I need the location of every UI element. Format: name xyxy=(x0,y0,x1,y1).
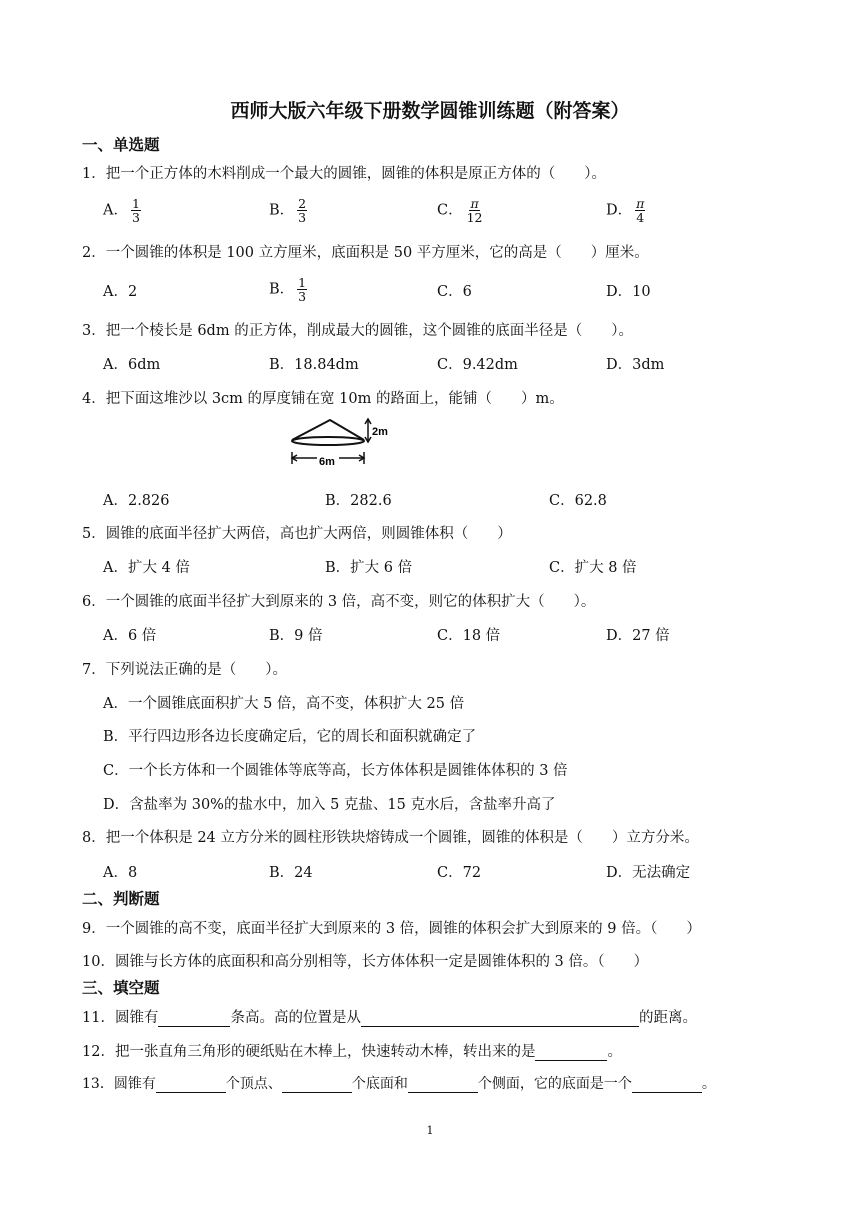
q7-option-b: B．平行四边形各边长度确定后，它的周长和面积就确定了 xyxy=(103,729,477,745)
q6-option-b: B．9 倍 xyxy=(269,628,323,644)
question-1-text: 1．把一个正方体的木料削成一个最大的圆锥，圆锥的体积是原正方体的（ ）。 xyxy=(82,166,606,182)
q1-option-b-fraction: $\frac{2}{3}$ xyxy=(298,196,307,225)
q2-option-b: B． $\frac{1}{3}$ xyxy=(269,275,307,304)
q2-option-a: A．2 xyxy=(103,284,138,300)
q8-option-b: B．24 xyxy=(269,865,313,881)
q5-option-c: C．扩大 8 倍 xyxy=(549,560,637,576)
q1-option-d-fraction: $\frac{\pi}{4}$ xyxy=(636,196,645,225)
q4-option-c: C．62.8 xyxy=(549,493,607,509)
q8-option-c: C．72 xyxy=(437,865,482,881)
q1-option-c: C． $\frac{\pi}{12}$ xyxy=(437,196,483,225)
question-13: 13．圆锥有 个顶点、 个底面和 个侧面，它的底面是一个 。 xyxy=(82,1076,716,1092)
section-heading-true-false: 二、判断题 xyxy=(82,890,160,908)
q11-blank-2[interactable] xyxy=(361,1010,639,1027)
q6-option-c: C．18 倍 xyxy=(437,628,501,644)
q8-option-a: A．8 xyxy=(103,865,138,881)
page-number: 1 xyxy=(426,1124,434,1137)
q13-blank-2[interactable] xyxy=(282,1076,352,1093)
section-heading-single-choice: 一、单选题 xyxy=(82,136,160,154)
question-8-text: 8．把一个体积是 24 立方分米的圆柱形铁块熔铸成一个圆锥，圆锥的体积是（ ）立方分米。 xyxy=(82,830,699,846)
q4-option-b: B．282.6 xyxy=(325,493,392,509)
section-heading-fill-in: 三、填空题 xyxy=(82,979,160,997)
question-12: 12．把一张直角三角形的硬纸贴在木棒上，快速转动木棒，转出来的是 。 xyxy=(82,1044,622,1060)
q5-option-a: A．扩大 4 倍 xyxy=(103,560,190,576)
q4-option-a: A．2.826 xyxy=(103,493,170,509)
q1-option-a: A． $\frac{1}{3}$ xyxy=(103,196,140,225)
q2-option-b-fraction: $\frac{1}{3}$ xyxy=(298,275,307,304)
q2-option-c: C．6 xyxy=(437,284,472,300)
cone-sand-pile-figure xyxy=(286,414,396,470)
q6-option-a: A．6 倍 xyxy=(103,628,157,644)
question-10-text: 10．圆锥与长方体的底面积和高分别相等，长方体体积一定是圆锥体积的 3 倍。（ ） xyxy=(82,954,649,970)
question-4-text: 4．把下面这堆沙以 3cm 的厚度铺在宽 10m 的路面上，能铺（ ）m。 xyxy=(82,391,564,407)
q1-option-d: D． $\frac{\pi}{4}$ xyxy=(606,196,645,225)
q12-blank-1[interactable] xyxy=(535,1044,607,1061)
q7-option-d: D．含盐率为 30%的盐水中，加入 5 克盐、15 克水后，含盐率升高了 xyxy=(103,797,556,813)
q13-blank-1[interactable] xyxy=(156,1076,226,1093)
question-7-text: 7．下列说法正确的是（ ）。 xyxy=(82,662,287,678)
cone-height-label: 2m xyxy=(372,426,388,438)
q3-option-b: B．18.84dm xyxy=(269,357,359,373)
q7-option-a: A．一个圆锥底面积扩大 5 倍，高不变，体积扩大 25 倍 xyxy=(103,696,465,712)
question-9-text: 9．一个圆锥的高不变，底面半径扩大到原来的 3 倍，圆锥的体积会扩大到原来的 9 倍。（ ） xyxy=(82,921,701,937)
q13-blank-4[interactable] xyxy=(632,1076,702,1093)
question-6-text: 6．一个圆锥的底面半径扩大到原来的 3 倍，高不变，则它的体积扩大（ ）。 xyxy=(82,594,596,610)
q5-option-b: B．扩大 6 倍 xyxy=(325,560,413,576)
q3-option-c: C．9.42dm xyxy=(437,357,518,373)
question-2-text: 2．一个圆锥的体积是 100 立方厘米，底面积是 50 平方厘米，它的高是（ ）厘米。 xyxy=(82,245,649,261)
question-3-text: 3．把一个棱长是 6dm 的正方体，削成最大的圆锥，这个圆锥的底面半径是（ ）。 xyxy=(82,323,633,339)
q3-option-d: D．3dm xyxy=(606,357,665,373)
q13-blank-3[interactable] xyxy=(408,1076,478,1093)
q11-blank-1[interactable] xyxy=(158,1010,230,1027)
cone-diameter-label: 6m xyxy=(319,456,335,468)
q2-option-d: D．10 xyxy=(606,284,651,300)
q3-option-a: A．6dm xyxy=(103,357,161,373)
q6-option-d: D．27 倍 xyxy=(606,628,670,644)
page-title: 西师大版六年级下册数学圆锥训练题（附答案） xyxy=(230,100,630,122)
q1-option-c-fraction: $\frac{\pi}{12}$ xyxy=(466,196,483,225)
question-5-text: 5．圆锥的底面半径扩大两倍，高也扩大两倍，则圆锥体积（ ） xyxy=(82,526,512,542)
q1-option-b: B． $\frac{2}{3}$ xyxy=(269,196,307,225)
q7-option-c: C．一个长方体和一个圆锥体等底等高，长方体体积是圆锥体体积的 3 倍 xyxy=(103,763,568,779)
q1-option-a-fraction: $\frac{1}{3}$ xyxy=(131,196,140,225)
q8-option-d: D．无法确定 xyxy=(606,865,691,881)
question-11: 11．圆锥有 条高。高的位置是从 的距离。 xyxy=(82,1010,697,1026)
